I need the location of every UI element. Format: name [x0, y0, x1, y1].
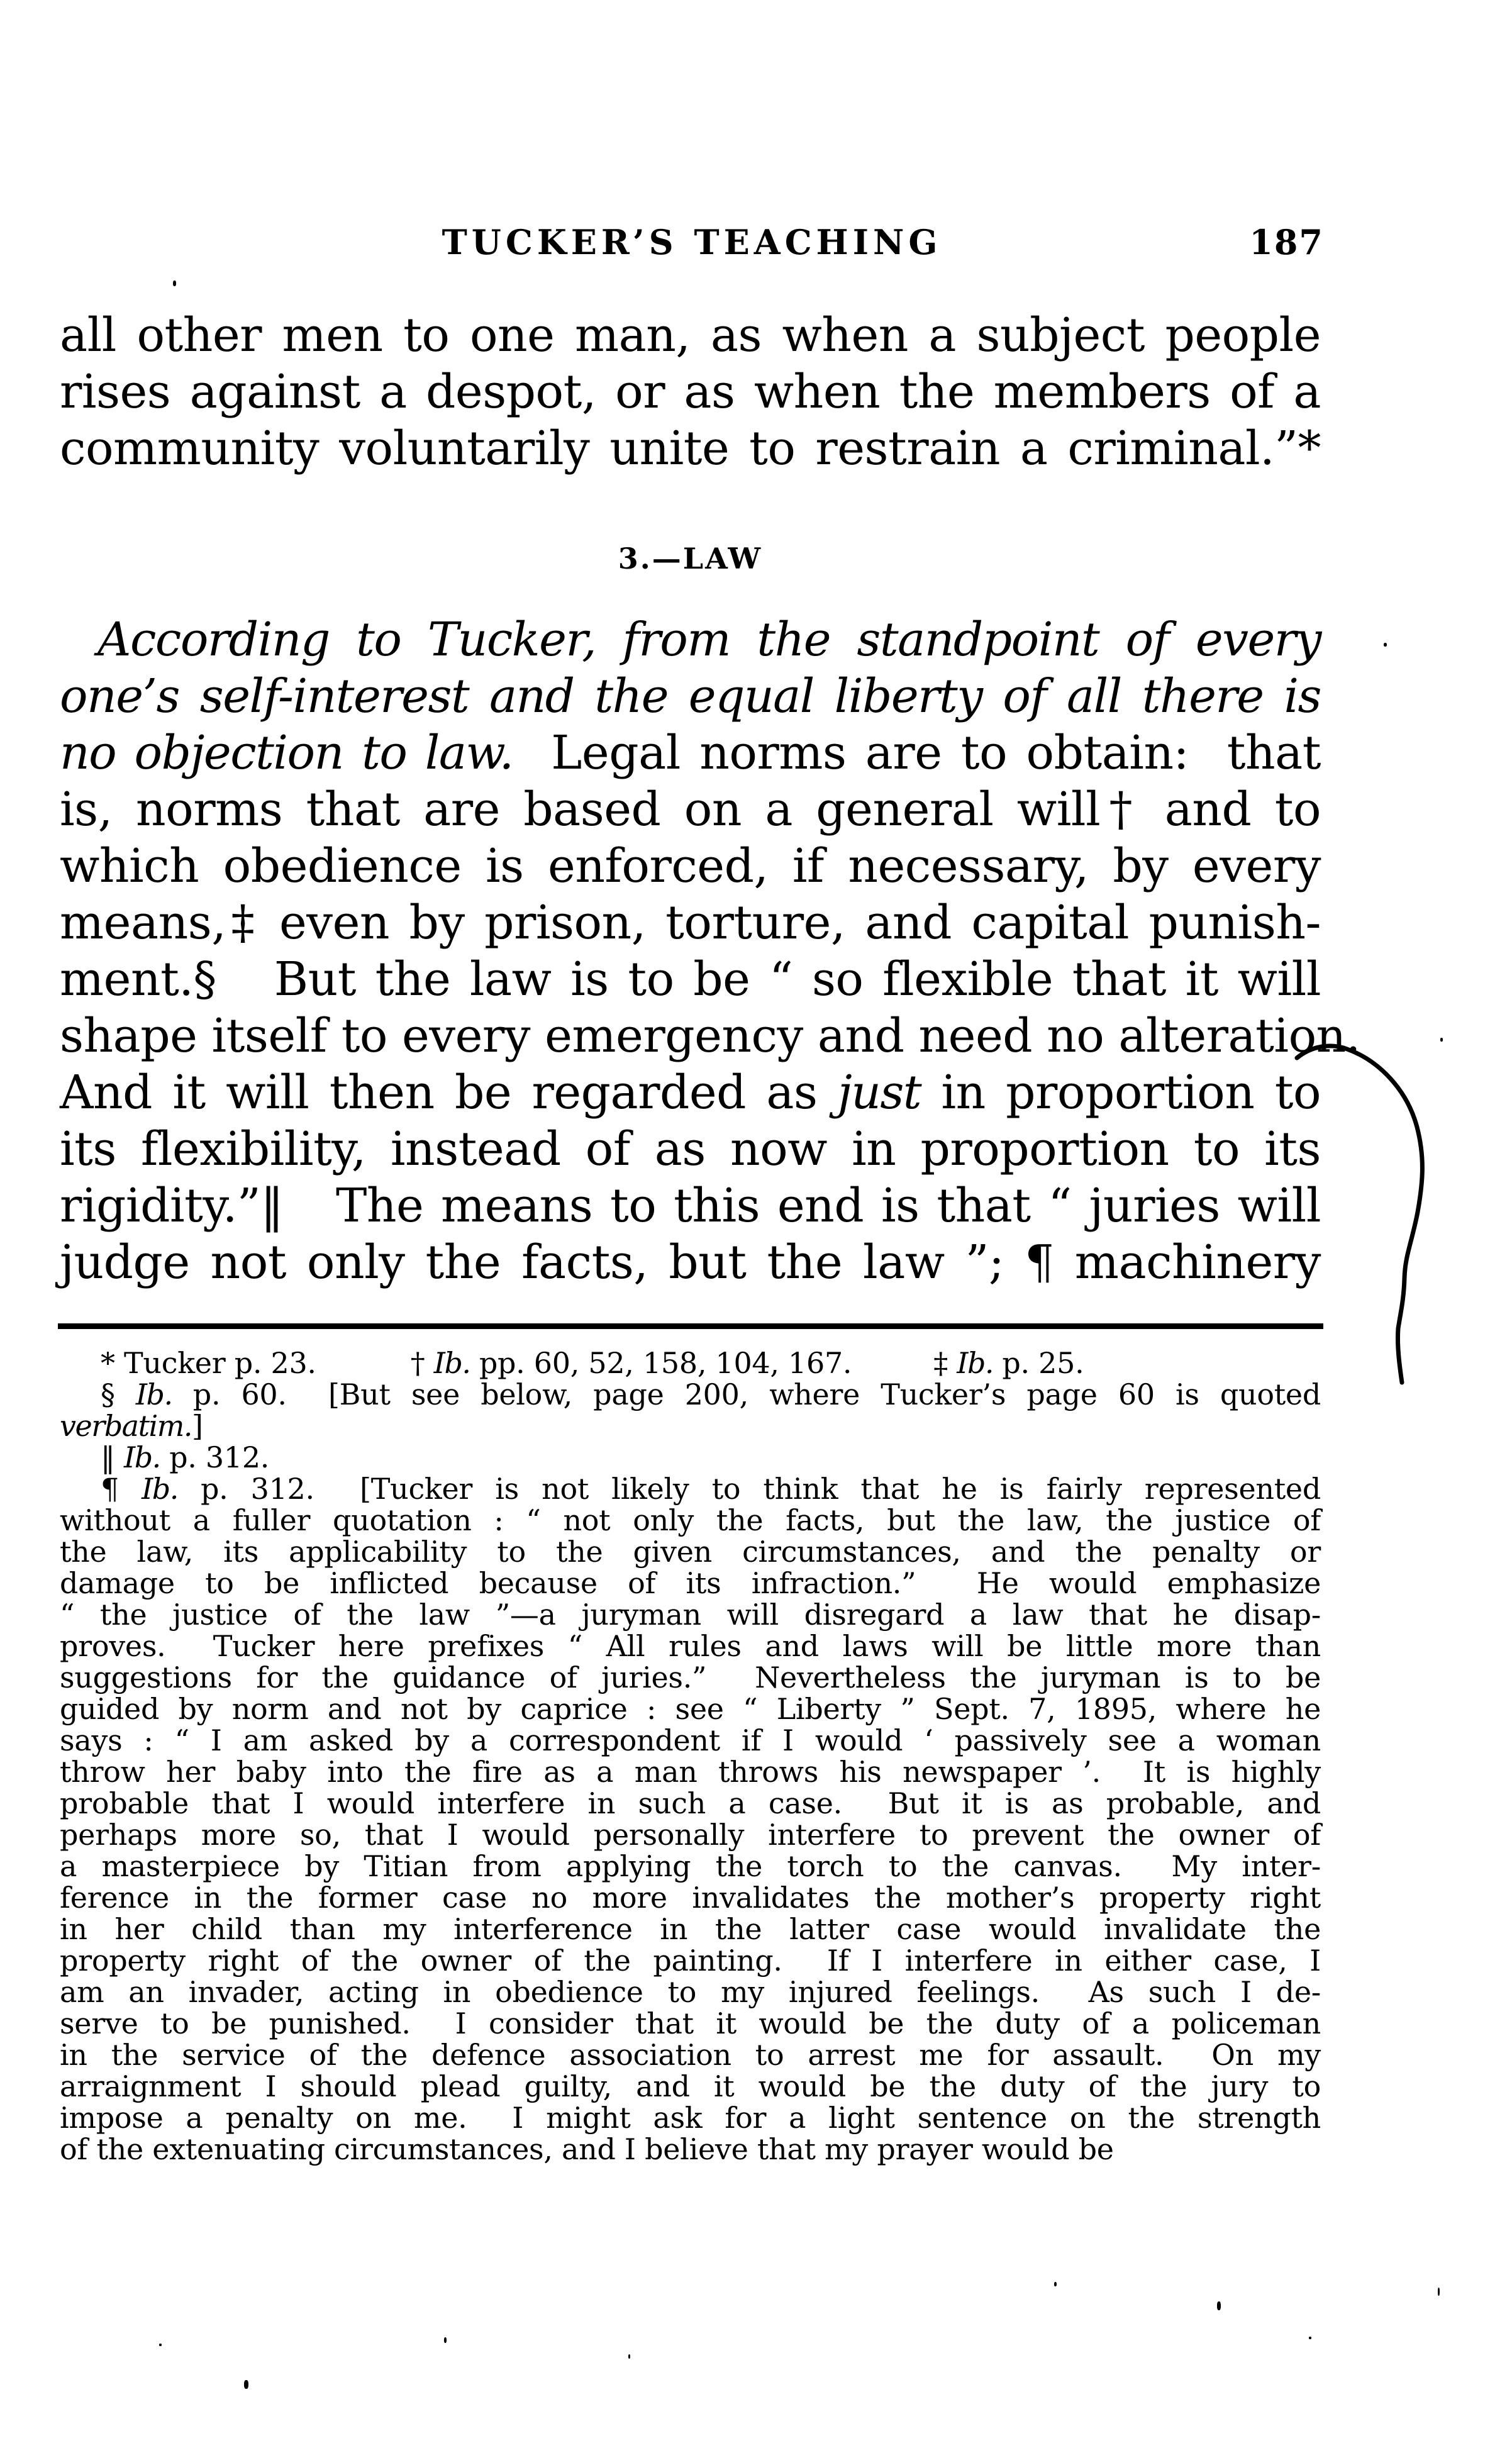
text-line — [60, 1442, 1321, 1473]
text-segment: rigidity.”‖ The means to this end is that “ juries will — [60, 1179, 1321, 1233]
text-segment: guided by norm and not by caprice : see “ Liberty ” Sept. 7, 1895, where he — [60, 1692, 1321, 1726]
text-segment: the law, its applicability to the given circumstances, and the penalty or — [60, 1535, 1321, 1569]
text-line — [60, 1882, 1321, 1913]
text-line — [60, 1819, 1321, 1850]
text-line — [60, 2071, 1321, 2102]
text-segment: pp. 60, 52, 158, 104, 167. — [470, 1346, 852, 1380]
text-segment: in her child than my interference in the latter case would invalidate the — [60, 1912, 1321, 1946]
page-number: 187 — [1249, 222, 1324, 262]
spacer — [852, 1372, 933, 1373]
text-line — [60, 611, 1321, 668]
text-line — [60, 951, 1321, 1008]
text-segment: Ib. — [433, 1346, 470, 1380]
text-segment: p. 312. — [160, 1440, 270, 1474]
text-segment: proves. Tucker here prefixes “ All rules and laws will be little more than — [60, 1629, 1321, 1663]
ink-speck — [1384, 643, 1387, 647]
text-segment: means,‡ even by prison, torture, and capital punish- — [60, 896, 1321, 950]
text-line — [60, 1379, 1321, 1410]
text-segment: community voluntarily unite to restrain a criminal.”* — [60, 421, 1321, 476]
text-segment: all other men to one man, as when a subject people — [60, 308, 1321, 362]
text-line — [60, 2008, 1321, 2039]
ink-speck — [244, 2380, 248, 2389]
text-line — [60, 2039, 1321, 2071]
text-line — [60, 1064, 1321, 1121]
text-segment: Legal norms are to obtain: that — [513, 726, 1321, 780]
text-segment: * Tucker p. 23. — [101, 1346, 316, 1380]
text-segment: no objection to law. — [60, 726, 513, 780]
ink-speck — [159, 2344, 162, 2346]
text-line — [60, 1567, 1321, 1599]
text-line — [60, 1505, 1321, 1536]
text-line — [60, 1756, 1321, 1788]
text-segment: According to Tucker, from the standpoint of every — [97, 613, 1321, 667]
text-line — [60, 2134, 1321, 2165]
text-line — [60, 1662, 1321, 1693]
text-segment: Ib. — [957, 1346, 994, 1380]
text-segment: p. 25. — [993, 1346, 1084, 1380]
ink-speck — [1054, 2282, 1057, 2286]
text-segment: verbatim. — [60, 1409, 192, 1443]
text-segment: perhaps more so, that I would personally interfere to prevent the owner of — [60, 1818, 1321, 1852]
text-segment: suggestions for the guidance of juries.” Nevertheless the juryman is to be — [60, 1661, 1321, 1694]
text-line — [60, 1177, 1321, 1234]
text-segment: one’s self-interest and the equal liberty of all there is — [60, 669, 1321, 723]
text-line — [60, 1913, 1321, 1945]
text-segment: ‡ — [933, 1346, 957, 1380]
running-head-title: TUCKER’S TEACHING — [442, 222, 942, 262]
text-segment: Ib. — [135, 1377, 172, 1411]
text-segment: in proportion to — [921, 1065, 1321, 1120]
text-line — [60, 781, 1321, 838]
text-line — [60, 2102, 1321, 2134]
text-segment: ¶ — [101, 1472, 142, 1506]
text-line — [60, 1945, 1321, 1976]
text-segment: ference in the former case no more invalidates the mother’s property right — [60, 1881, 1321, 1915]
text-segment: its flexibility, instead of as now in proportion to its — [60, 1122, 1321, 1176]
intro-paragraph — [60, 307, 1321, 477]
text-line — [60, 1725, 1321, 1756]
text-line — [60, 1473, 1321, 1505]
text-segment: ] — [192, 1409, 203, 1443]
section-heading: 3.—LAW — [618, 542, 763, 576]
text-segment: Ib. — [142, 1472, 178, 1506]
text-segment: § — [101, 1377, 136, 1411]
text-line — [60, 420, 1321, 477]
ink-speck — [1309, 2337, 1311, 2339]
text-segment: rises against a despot, or as when the members of a — [60, 365, 1321, 419]
text-segment: ‖ — [101, 1440, 125, 1474]
ink-speck — [1438, 2288, 1440, 2296]
text-segment: impose a penalty on me. I might ask for a light sentence on the strength — [60, 2101, 1321, 2135]
text-segment: am an invader, acting in obedience to my injured feelings. As such I de- — [60, 1975, 1321, 2009]
text-segment: just — [837, 1065, 921, 1120]
text-line — [60, 1121, 1321, 1177]
text-line — [60, 307, 1321, 364]
text-segment: says : “ I am asked by a correspondent if I would ‘ passively see a woman — [60, 1723, 1321, 1757]
text-segment: which obedience is enforced, if necessary, by every — [60, 839, 1321, 893]
ink-speck — [1440, 1038, 1443, 1042]
text-segment: of the extenuating circumstances, and I believe that my prayer would be — [60, 2132, 1114, 2166]
text-segment: property right of the owner of the painting. If I interfere in either case, I — [60, 1944, 1321, 1978]
text-segment: a masterpiece by Titian from applying the torch to the canvas. My inter- — [60, 1849, 1321, 1883]
text-line — [60, 364, 1321, 420]
ink-speck — [444, 2337, 447, 2343]
text-line — [60, 1234, 1321, 1291]
text-segment: arraignment I should plead guilty, and it would be the duty of the jury to — [60, 2069, 1321, 2103]
text-segment: shape itself to every emergency and need no alteration. — [60, 1009, 1360, 1063]
spacer — [316, 1372, 411, 1373]
text-line — [60, 1536, 1321, 1567]
text-segment: damage to be inflicted because of its infraction.” He would emphasize — [60, 1566, 1321, 1600]
text-segment: And it will then be regarded as — [60, 1065, 838, 1120]
ink-speck — [173, 281, 176, 286]
text-line — [60, 1850, 1321, 1882]
text-line — [60, 1630, 1321, 1662]
footnote-divider — [58, 1323, 1323, 1329]
text-line — [60, 668, 1321, 725]
text-line — [60, 1008, 1360, 1064]
text-segment: without a fuller quotation : “ not only the facts, but the law, the justice of — [60, 1503, 1321, 1537]
text-segment: in the service of the defence association to arrest me for assault. On my — [60, 2038, 1321, 2072]
text-line — [60, 1599, 1321, 1630]
text-line — [60, 1788, 1321, 1819]
section-paragraph — [60, 611, 1360, 1291]
text-segment: † — [410, 1346, 434, 1380]
text-segment: p. 60. [But see below, page 200, where Tucker’s page 60 is quoted — [172, 1377, 1321, 1411]
text-segment: p. 312. [Tucker is not likely to think that he is fairly represented — [177, 1472, 1321, 1506]
running-head — [60, 221, 1324, 263]
text-line — [60, 838, 1321, 894]
text-segment: Ib. — [124, 1440, 160, 1474]
text-line — [60, 1347, 1321, 1379]
text-segment: serve to be punished. I consider that it would be the duty of a policeman — [60, 2006, 1321, 2040]
text-segment: ment.§ But the law is to be “ so flexible that it will — [60, 952, 1321, 1006]
text-line — [60, 894, 1321, 951]
text-segment: is, norms that are based on a general will† and to — [60, 782, 1321, 837]
text-segment: probable that I would interfere in such a case. But it is as probable, and — [60, 1786, 1321, 1820]
text-line — [60, 725, 1321, 781]
text-segment: judge not only the facts, but the law ”; ¶ machinery — [60, 1235, 1321, 1289]
text-line — [60, 1693, 1321, 1725]
footnotes — [60, 1347, 1321, 2165]
text-line — [60, 1976, 1321, 2008]
ink-speck — [1217, 2301, 1221, 2310]
text-line — [60, 1410, 1321, 1442]
text-segment: “ the justice of the law ”—a juryman will disregard a law that he disap- — [60, 1598, 1321, 1632]
text-segment: throw her baby into the fire as a man throws his newspaper ’. It is highly — [60, 1755, 1321, 1789]
ink-speck — [628, 2354, 630, 2359]
